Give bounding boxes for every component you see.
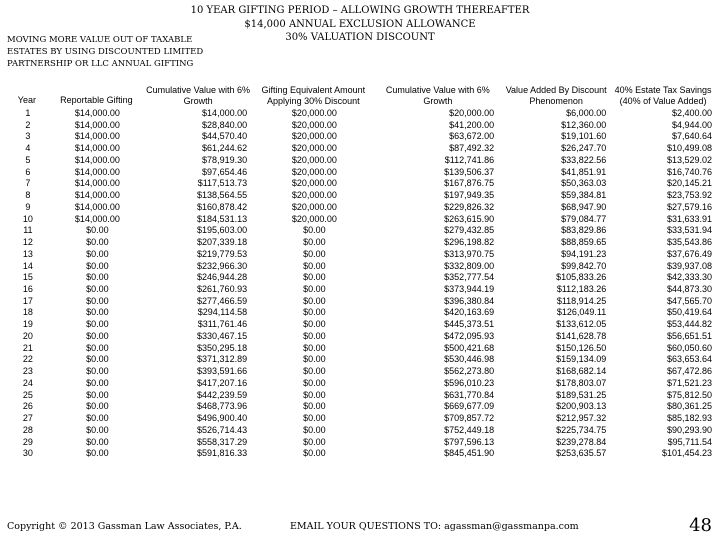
- cell-reportable-gifting: $0.00: [86, 354, 109, 365]
- cell-tax-savings: $31,633.91: [666, 213, 712, 224]
- cell-tax-savings: $80,361.25: [666, 401, 712, 412]
- cell-reportable-gifting: $0.00: [86, 377, 109, 388]
- cell-cumulative-value-discounted: $669,677.09: [444, 401, 495, 412]
- title-line-3: 30% VALUATION DISCOUNT: [285, 32, 435, 43]
- cell-year: 30: [22, 448, 33, 459]
- cell-cumulative-value: $277,466.59: [197, 295, 248, 306]
- cell-gifting-equivalent: $0.00: [303, 413, 326, 424]
- table-row: [4, 178, 714, 190]
- cell-gifting-equivalent: $20,000.00: [291, 154, 337, 165]
- table-row: [4, 225, 714, 237]
- cell-cumulative-value-discounted: $139,506.37: [444, 166, 495, 177]
- cell-reportable-gifting: $14,000.00: [74, 201, 120, 212]
- cell-gifting-equivalent: $0.00: [303, 354, 326, 365]
- cell-gifting-equivalent: $20,000.00: [291, 166, 337, 177]
- cell-value-added: $26,247.70: [561, 143, 607, 154]
- cell-value-added: $105,833.26: [556, 272, 607, 283]
- cell-gifting-equivalent: $0.00: [303, 389, 326, 400]
- cell-tax-savings: $75,812.50: [666, 389, 712, 400]
- cell-year: 24: [22, 377, 33, 388]
- cell-gifting-equivalent: $0.00: [303, 319, 326, 330]
- cell-cumulative-value: $261,760.93: [197, 284, 248, 295]
- cell-year: 19: [22, 319, 33, 330]
- cell-tax-savings: $16,740.76: [666, 166, 712, 177]
- cell-year: 14: [22, 260, 33, 271]
- cell-year: 5: [25, 154, 31, 165]
- cell-cumulative-value: $371,312.89: [197, 354, 248, 365]
- cell-value-added: $50,363.03: [561, 178, 607, 189]
- cell-cumulative-value-discounted: $752,449.18: [444, 424, 495, 435]
- cell-reportable-gifting: $14,000.00: [74, 143, 120, 154]
- cell-cumulative-value-discounted: $296,198.82: [444, 237, 495, 248]
- cell-cumulative-value-discounted: $167,876.75: [444, 178, 495, 189]
- table-row: [4, 167, 714, 179]
- cell-reportable-gifting: $0.00: [86, 330, 109, 341]
- cell-cumulative-value: $468,773.96: [197, 401, 248, 412]
- table-row: [4, 131, 714, 143]
- cell-cumulative-value: $350,295.18: [197, 342, 248, 353]
- gifting-table: [4, 68, 714, 460]
- cell-cumulative-value-discounted: $63,672.00: [449, 131, 495, 142]
- cell-gifting-equivalent: $0.00: [303, 448, 326, 459]
- cell-cumulative-value-discounted: $845,451.90: [444, 448, 495, 459]
- cell-cumulative-value-discounted: $631,770.84: [444, 389, 495, 400]
- cell-year: 9: [25, 201, 31, 212]
- cell-tax-savings: $47,565.70: [666, 295, 712, 306]
- cell-gifting-equivalent: $0.00: [303, 260, 326, 271]
- cell-gifting-equivalent: $0.00: [303, 307, 326, 318]
- header-cumulative-value: Cumulative Value with 6% Growth: [146, 85, 251, 106]
- table-row: [4, 378, 714, 390]
- table-row: [4, 143, 714, 155]
- table-row: [4, 214, 714, 226]
- cell-year: 4: [25, 143, 31, 154]
- cell-year: 15: [22, 272, 33, 283]
- cell-cumulative-value-discounted: $500,421.68: [444, 342, 495, 353]
- cell-tax-savings: $7,640.64: [671, 131, 712, 142]
- cell-year: 13: [22, 248, 33, 259]
- cell-cumulative-value: $78,919.30: [202, 154, 248, 165]
- cell-tax-savings: $95,711.54: [667, 436, 712, 447]
- cell-gifting-equivalent: $0.00: [303, 284, 326, 295]
- cell-value-added: $83,829.86: [561, 225, 607, 236]
- cell-tax-savings: $67,472.86: [666, 366, 712, 377]
- subtitle-line-2: ESTATES BY USING DISCOUNTED LIMITED: [7, 47, 204, 57]
- cell-cumulative-value: $97,654.46: [202, 166, 248, 177]
- table-row: [4, 272, 714, 284]
- cell-reportable-gifting: $14,000.00: [74, 166, 120, 177]
- cell-gifting-equivalent: $20,000.00: [291, 213, 337, 224]
- cell-gifting-equivalent: $20,000.00: [291, 201, 337, 212]
- cell-cumulative-value-discounted: $530,446.98: [444, 354, 495, 365]
- table-row: [4, 366, 714, 378]
- cell-year: 12: [22, 237, 33, 248]
- cell-gifting-equivalent: $0.00: [303, 295, 326, 306]
- cell-value-added: $189,531.25: [556, 389, 607, 400]
- header-value-added: Value Added By Discount Phenomenon: [505, 85, 607, 106]
- cell-cumulative-value-discounted: $797,596.13: [444, 436, 495, 447]
- cell-value-added: $112,183.26: [556, 284, 607, 295]
- cell-cumulative-value-discounted: $373,944.19: [444, 284, 495, 295]
- cell-cumulative-value: $117,513.73: [197, 178, 248, 189]
- cell-value-added: $133,612.05: [556, 319, 607, 330]
- cell-gifting-equivalent: $0.00: [303, 366, 326, 377]
- table-row: [4, 448, 714, 460]
- cell-cumulative-value: $195,603.00: [197, 225, 248, 236]
- cell-tax-savings: $4,944.00: [671, 119, 712, 130]
- cell-gifting-equivalent: $20,000.00: [291, 131, 337, 142]
- table-row: [4, 249, 714, 261]
- cell-year: 8: [25, 190, 31, 201]
- cell-reportable-gifting: $0.00: [86, 319, 109, 330]
- cell-tax-savings: $50,419.64: [666, 307, 712, 318]
- cell-year: 29: [22, 436, 33, 447]
- header-reportable-gifting: Reportable Gifting: [60, 95, 133, 105]
- cell-cumulative-value: $526,714.43: [197, 424, 248, 435]
- cell-year: 10: [22, 213, 33, 224]
- cell-year: 11: [23, 225, 33, 236]
- cell-tax-savings: $63,653.64: [666, 354, 712, 365]
- cell-gifting-equivalent: $0.00: [303, 237, 326, 248]
- cell-reportable-gifting: $0.00: [86, 448, 109, 459]
- cell-year: 22: [22, 354, 33, 365]
- cell-value-added: $212,957.32: [556, 413, 607, 424]
- cell-value-added: $200,903.13: [556, 401, 607, 412]
- table-row: [4, 261, 714, 273]
- table-body: [4, 108, 714, 460]
- cell-reportable-gifting: $14,000.00: [74, 108, 120, 118]
- title-line-2: $14,000 ANNUAL EXCLUSION ALLOWANCE: [244, 18, 476, 30]
- cell-year: 27: [22, 413, 33, 424]
- cell-year: 18: [22, 307, 33, 318]
- cell-gifting-equivalent: $0.00: [303, 330, 326, 341]
- header-tax-savings: 40% Estate Tax Savings (40% of Value Added): [614, 85, 712, 106]
- cell-tax-savings: $2,400.00: [671, 108, 712, 118]
- cell-reportable-gifting: $0.00: [86, 389, 109, 400]
- cell-cumulative-value-discounted: $41,200.00: [449, 119, 495, 130]
- cell-tax-savings: $39,937.08: [666, 260, 712, 271]
- cell-cumulative-value: $138,564.55: [197, 190, 248, 201]
- cell-cumulative-value-discounted: $197,949.35: [444, 190, 495, 201]
- table-row: [4, 390, 714, 402]
- table-row: [4, 108, 714, 120]
- table-row: [4, 190, 714, 202]
- cell-cumulative-value: $160,878.42: [197, 201, 248, 212]
- cell-tax-savings: $90,293.90: [666, 424, 712, 435]
- cell-cumulative-value-discounted: $313,970.75: [444, 248, 495, 259]
- cell-year: 1: [25, 108, 31, 118]
- cell-cumulative-value-discounted: $445,373.51: [444, 319, 495, 330]
- cell-reportable-gifting: $0.00: [86, 307, 109, 318]
- cell-year: 25: [22, 389, 33, 400]
- cell-reportable-gifting: $0.00: [86, 284, 109, 295]
- cell-value-added: $12,360.00: [561, 119, 607, 130]
- cell-gifting-equivalent: $20,000.00: [291, 119, 337, 130]
- cell-year: 20: [22, 330, 33, 341]
- cell-cumulative-value: $219,779.53: [197, 248, 248, 259]
- cell-reportable-gifting: $0.00: [86, 248, 109, 259]
- cell-cumulative-value: $591,816.33: [197, 448, 248, 459]
- table-row: [4, 120, 714, 132]
- cell-value-added: $88,859.65: [561, 237, 607, 248]
- cell-value-added: $41,851.91: [561, 166, 607, 177]
- cell-value-added: $6,000.00: [566, 108, 607, 118]
- cell-reportable-gifting: $0.00: [86, 366, 109, 377]
- cell-value-added: $150,126.50: [556, 342, 607, 353]
- cell-cumulative-value-discounted: $229,826.32: [444, 201, 495, 212]
- cell-cumulative-value-discounted: $263,615.90: [444, 213, 495, 224]
- cell-reportable-gifting: $14,000.00: [74, 154, 120, 165]
- cell-value-added: $225,734.75: [556, 424, 607, 435]
- cell-year: 3: [25, 131, 31, 142]
- cell-value-added: $126,049.11: [556, 307, 607, 318]
- cell-reportable-gifting: $0.00: [86, 225, 109, 236]
- header-year: Year: [17, 95, 36, 105]
- cell-cumulative-value: $44,570.40: [202, 131, 248, 142]
- cell-cumulative-value-discounted: $352,777.54: [444, 272, 495, 283]
- table-row: [4, 296, 714, 308]
- cell-gifting-equivalent: $0.00: [303, 401, 326, 412]
- cell-value-added: $239,278.84: [556, 436, 607, 447]
- cell-year: 23: [22, 366, 33, 377]
- cell-value-added: $99,842.70: [561, 260, 607, 271]
- cell-value-added: $141,628.78: [556, 330, 607, 341]
- cell-tax-savings: $44,873.30: [666, 284, 712, 295]
- cell-reportable-gifting: $14,000.00: [74, 131, 120, 142]
- cell-tax-savings: $23,753.92: [666, 190, 712, 201]
- cell-value-added: $253,635.57: [556, 448, 607, 459]
- cell-value-added: $79,084.77: [561, 213, 607, 224]
- cell-gifting-equivalent: $20,000.00: [291, 178, 337, 189]
- table-row: [4, 343, 714, 355]
- cell-value-added: $168,682.14: [556, 366, 607, 377]
- table-row: [4, 331, 714, 343]
- cell-cumulative-value-discounted: $562,273.80: [444, 366, 495, 377]
- cell-value-added: $33,822.56: [561, 154, 607, 165]
- cell-reportable-gifting: $14,000.00: [74, 213, 120, 224]
- table-row: [4, 202, 714, 214]
- header-cumulative-value-discounted: Cumulative Value with 6% Growth: [385, 85, 490, 106]
- cell-cumulative-value: $294,114.58: [197, 307, 248, 318]
- cell-gifting-equivalent: $20,000.00: [291, 143, 337, 154]
- cell-tax-savings: $10,499.08: [666, 143, 712, 154]
- title-line-1: 10 YEAR GIFTING PERIOD – ALLOWING GROWTH THEREAFTER: [190, 5, 530, 16]
- cell-cumulative-value: $496,900.40: [197, 413, 248, 424]
- cell-tax-savings: $56,651.51: [666, 330, 712, 341]
- cell-gifting-equivalent: $20,000.00: [291, 108, 337, 118]
- cell-reportable-gifting: $0.00: [86, 260, 109, 271]
- table-row: [4, 437, 714, 449]
- cell-cumulative-value-discounted: $709,857.72: [444, 413, 495, 424]
- cell-gifting-equivalent: $0.00: [303, 436, 326, 447]
- copyright: Copyright © 2013 Gassman Law Associates, P.A.: [7, 521, 242, 532]
- cell-cumulative-value: $442,239.59: [197, 389, 248, 400]
- subtitle-line-3: PARTNERSHIP OR LLC ANNUAL GIFTING: [7, 59, 194, 69]
- cell-year: 17: [22, 295, 33, 306]
- table-row: [4, 401, 714, 413]
- table-row: [4, 237, 714, 249]
- cell-year: 16: [22, 284, 33, 295]
- cell-value-added: $59,384.81: [561, 190, 607, 201]
- page-number: 48: [689, 515, 712, 536]
- cell-gifting-equivalent: $0.00: [303, 225, 326, 236]
- cell-cumulative-value-discounted: $112,741.86: [444, 154, 495, 165]
- cell-reportable-gifting: $0.00: [86, 342, 109, 353]
- cell-reportable-gifting: $0.00: [86, 272, 109, 283]
- cell-cumulative-value-discounted: $279,432.85: [444, 225, 495, 236]
- cell-tax-savings: $37,676.49: [666, 248, 712, 259]
- cell-year: 21: [22, 342, 33, 353]
- cell-reportable-gifting: $14,000.00: [74, 178, 120, 189]
- cell-reportable-gifting: $0.00: [86, 413, 109, 424]
- cell-reportable-gifting: $0.00: [86, 401, 109, 412]
- table-row: [4, 319, 714, 331]
- cell-cumulative-value: $207,339.18: [197, 237, 248, 248]
- cell-year: 6: [25, 166, 31, 177]
- cell-reportable-gifting: $0.00: [86, 237, 109, 248]
- cell-tax-savings: $27,579.16: [666, 201, 712, 212]
- cell-value-added: $159,134.09: [556, 354, 607, 365]
- cell-reportable-gifting: $0.00: [86, 424, 109, 435]
- cell-cumulative-value-discounted: $396,380.84: [444, 295, 495, 306]
- cell-reportable-gifting: $14,000.00: [74, 119, 120, 130]
- cell-cumulative-value-discounted: $332,809.00: [444, 260, 495, 271]
- table-row: [4, 155, 714, 167]
- cell-tax-savings: $101,454.23: [661, 448, 712, 459]
- cell-value-added: $178,803.07: [556, 377, 607, 388]
- table-header-row: [4, 68, 714, 108]
- cell-tax-savings: $20,145.21: [666, 178, 712, 189]
- cell-year: 2: [25, 119, 31, 130]
- cell-cumulative-value: $28,840.00: [202, 119, 248, 130]
- table-row: [4, 425, 714, 437]
- cell-year: 26: [22, 401, 33, 412]
- cell-cumulative-value: $14,000.00: [202, 108, 248, 118]
- cell-reportable-gifting: $0.00: [86, 436, 109, 447]
- cell-tax-savings: $60,050.60: [666, 342, 712, 353]
- cell-cumulative-value-discounted: $596,010.23: [444, 377, 495, 388]
- cell-gifting-equivalent: $0.00: [303, 342, 326, 353]
- subtitle-line-1: MOVING MORE VALUE OUT OF TAXABLE: [7, 35, 193, 45]
- cell-tax-savings: $85,182.93: [666, 413, 712, 424]
- cell-cumulative-value-discounted: $420,163.69: [444, 307, 495, 318]
- cell-tax-savings: $33,531.94: [666, 225, 712, 236]
- cell-cumulative-value-discounted: $20,000.00: [449, 108, 495, 118]
- cell-cumulative-value: $184,531.13: [197, 213, 248, 224]
- cell-gifting-equivalent: $0.00: [303, 248, 326, 259]
- cell-gifting-equivalent: $0.00: [303, 272, 326, 283]
- cell-cumulative-value: $61,244.62: [202, 143, 248, 154]
- cell-cumulative-value: $311,761.46: [197, 319, 248, 330]
- cell-cumulative-value: $393,591.66: [197, 366, 248, 377]
- header-gifting-equivalent: Gifting Equivalent Amount Applying 30% Discount: [261, 85, 366, 106]
- cell-value-added: $68,947.90: [561, 201, 607, 212]
- cell-tax-savings: $35,543.86: [666, 237, 712, 248]
- cell-cumulative-value-discounted: $472,095.93: [444, 330, 495, 341]
- cell-cumulative-value: $232,966.30: [197, 260, 248, 271]
- cell-value-added: $94,191.23: [561, 248, 607, 259]
- cell-gifting-equivalent: $0.00: [303, 424, 326, 435]
- subtitle: [7, 34, 247, 70]
- table-row: [4, 413, 714, 425]
- table-row: [4, 307, 714, 319]
- cell-tax-savings: $13,529.02: [666, 154, 712, 165]
- cell-cumulative-value-discounted: $87,492.32: [449, 143, 495, 154]
- cell-reportable-gifting: $14,000.00: [74, 190, 120, 201]
- table-row: [4, 354, 714, 366]
- cell-cumulative-value: $417,207.16: [197, 377, 248, 388]
- cell-tax-savings: $71,521.23: [666, 377, 712, 388]
- email-line: EMAIL YOUR QUESTIONS TO: agassman@gassmanpa.com: [290, 521, 579, 532]
- cell-value-added: $19,101.60: [561, 131, 607, 142]
- cell-gifting-equivalent: $0.00: [303, 377, 326, 388]
- table-row: [4, 284, 714, 296]
- cell-reportable-gifting: $0.00: [86, 295, 109, 306]
- cell-year: 7: [25, 178, 31, 189]
- cell-tax-savings: $42,333.30: [666, 272, 712, 283]
- cell-cumulative-value: $246,944.28: [197, 272, 248, 283]
- cell-value-added: $118,914.25: [556, 295, 607, 306]
- cell-year: 28: [22, 424, 33, 435]
- cell-cumulative-value: $330,467.15: [197, 330, 248, 341]
- cell-cumulative-value: $558,317.29: [197, 436, 248, 447]
- cell-tax-savings: $53,444.82: [666, 319, 712, 330]
- cell-gifting-equivalent: $20,000.00: [291, 190, 337, 201]
